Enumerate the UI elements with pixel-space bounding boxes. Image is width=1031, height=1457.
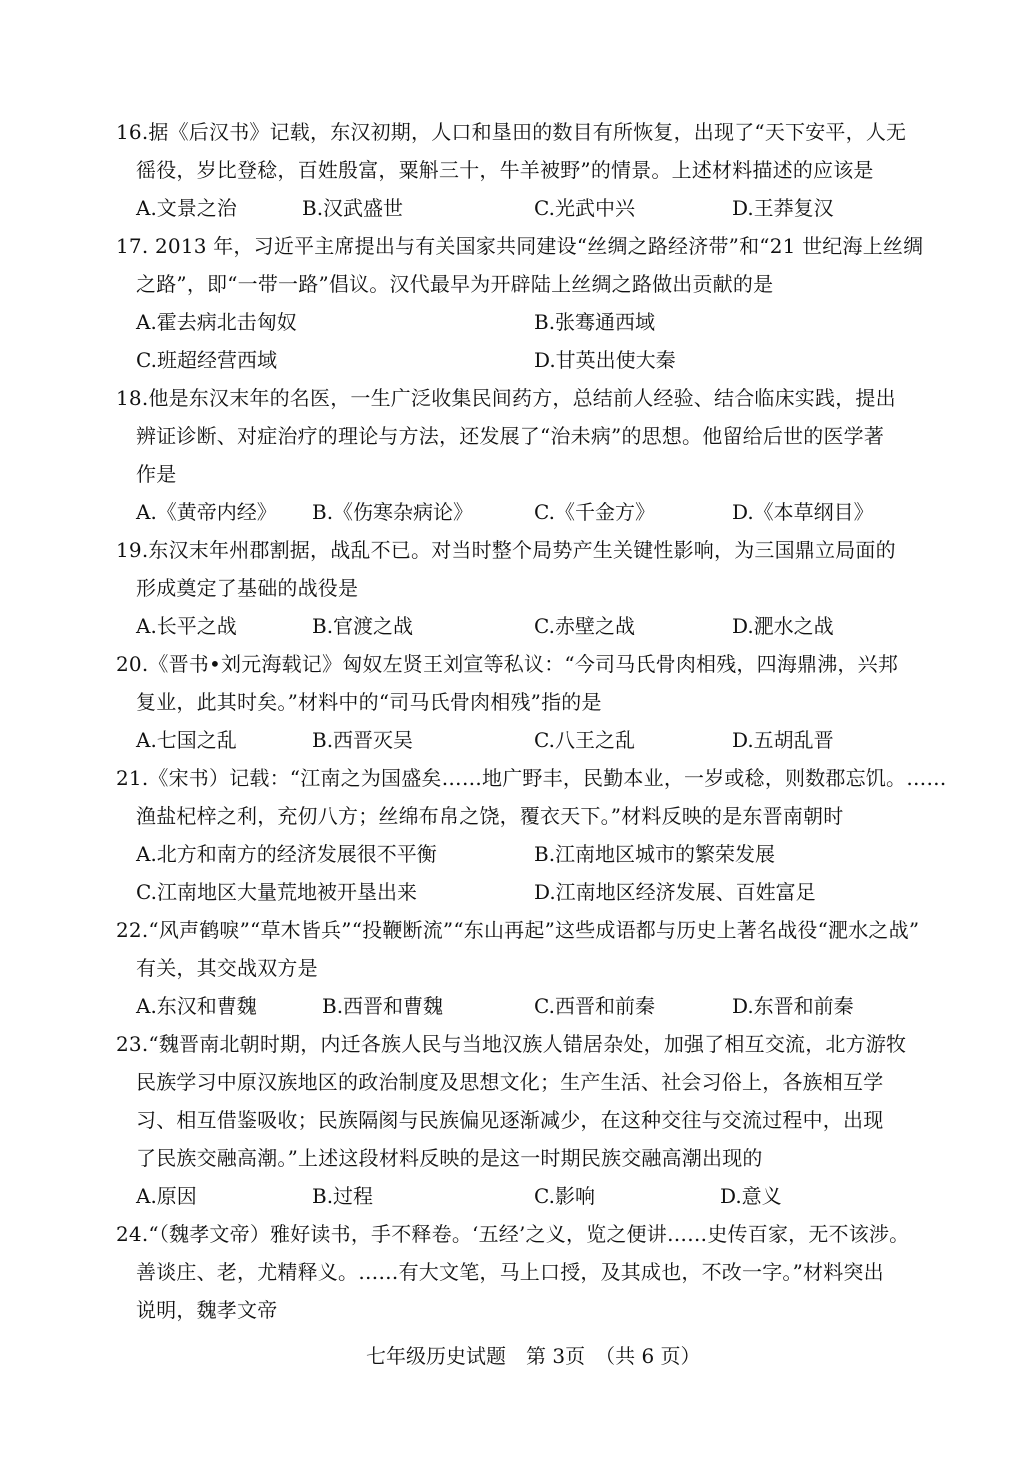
q16-option-a: A.文景之治 <box>136 196 237 220</box>
q23-option-a: A.原因 <box>136 1184 197 1208</box>
q23-line-3: 习、相互借鉴吸收；民族隔阂与民族偏见逐渐减少，在这种交往与交流过程中，出现 <box>136 1108 884 1132</box>
q23-line-4: 了民族交融高潮。”上述这段材料反映的是这一时期民族交融高潮出现的 <box>136 1146 763 1170</box>
q22-option-c: C.西晋和前秦 <box>534 994 655 1018</box>
q24-line-2: 善谈庄、老，尤精释义。……有大文笔，马上口授，及其成也，不改一字。”材料突出 <box>136 1260 884 1284</box>
q24-line-3: 说明，魏孝文帝 <box>136 1298 278 1322</box>
q20-option-c: C.八王之乱 <box>534 728 635 752</box>
q16-option-d: D.王莽复汉 <box>732 196 834 220</box>
q18-line-2: 辨证诊断、对症治疗的理论与方法，还发展了“治未病”的思想。他留给后世的医学著 <box>136 424 885 448</box>
q19-option-b: B.官渡之战 <box>312 614 414 638</box>
q17-option-d: D.甘英出使大秦 <box>534 348 676 372</box>
q21-option-b: B.江南地区城市的繁荣发展 <box>534 842 776 866</box>
q18-line-3: 作是 <box>136 462 177 486</box>
q21-option-a: A.北方和南方的经济发展很不平衡 <box>136 842 437 866</box>
page-footer: 七年级历史试题 第 3页 （共 6 页） <box>366 1344 701 1368</box>
q23-option-d: D.意义 <box>720 1184 782 1208</box>
q20-option-b: B.西晋灭吴 <box>312 728 414 752</box>
q16-line-1: 16.据《后汉书》记载，东汉初期，人口和垦田的数目有所恢复，出现了“天下安平，人无 <box>116 120 907 144</box>
q22-option-d: D.东晋和前秦 <box>732 994 854 1018</box>
q16-option-b: B.汉武盛世 <box>302 196 404 220</box>
q20-line-1: 20.《晋书•刘元海载记》匈奴左贤王刘宣等私议：“今司马氏骨肉相残，四海鼎沸，兴邦 <box>116 652 899 676</box>
q17-option-a: A.霍去病北击匈奴 <box>136 310 297 334</box>
q18-line-1: 18.他是东汉末年的名医，一生广泛收集民间药方，总结前人经验、结合临床实践，提出 <box>116 386 896 410</box>
q24-line-1: 24.“（魏孝文帝）雅好读书，手不释卷。‘五经’之义，览之便讲……史传百家，无不该涉。 <box>116 1222 910 1246</box>
q23-line-2: 民族学习中原汉族地区的政治制度及思想文化；生产生活、社会习俗上，各族相互学 <box>136 1070 884 1094</box>
q22-line-1: 22.“风声鹤唳”“草木皆兵”“投鞭断流”“东山再起”这些成语都与历史上著名战役“淝水之战” <box>116 918 920 942</box>
q16-option-c: C.光武中兴 <box>534 196 635 220</box>
q17-line-2: 之路”，即“一带一路”倡议。汉代最早为开辟陆上丝绸之路做出贡献的是 <box>136 272 774 296</box>
q22-option-a: A.东汉和曹魏 <box>136 994 257 1018</box>
q23-line-1: 23.“魏晋南北朝时期，内迁各族人民与当地汉族人错居杂处，加强了相互交流，北方游牧 <box>116 1032 907 1056</box>
q19-option-d: D.淝水之战 <box>732 614 834 638</box>
q18-option-b: B.《伤寒杂病论》 <box>312 500 474 524</box>
q21-line-2: 渔盐杞梓之利，充仞八方；丝绵布帛之饶，覆衣天下。”材料反映的是东晋南朝时 <box>136 804 844 828</box>
q19-option-a: A.长平之战 <box>136 614 237 638</box>
q17-option-b: B.张骞通西域 <box>534 310 656 334</box>
q17-line-1: 17. 2013 年，习近平主席提出与有关国家共同建设“丝绸之路经济带”和“21 世纪海上丝绸 <box>116 234 924 258</box>
q18-option-a: A.《黄帝内经》 <box>136 500 277 524</box>
q17-option-c: C.班超经营西域 <box>136 348 277 372</box>
q20-line-2: 复业，此其时矣。”材料中的“司马氏骨肉相残”指的是 <box>136 690 602 714</box>
q22-option-b: B.西晋和曹魏 <box>322 994 444 1018</box>
q21-option-d: D.江南地区经济发展、百姓富足 <box>534 880 816 904</box>
q23-option-c: C.影响 <box>534 1184 595 1208</box>
q21-option-c: C.江南地区大量荒地被开垦出来 <box>136 880 417 904</box>
q20-option-a: A.七国之乱 <box>136 728 237 752</box>
q19-line-1: 19.东汉末年州郡割据，战乱不已。对当时整个局势产生关键性影响，为三国鼎立局面的 <box>116 538 896 562</box>
q19-option-c: C.赤壁之战 <box>534 614 635 638</box>
q18-option-c: C.《千金方》 <box>534 500 655 524</box>
q16-line-2: 徭役，岁比登稔，百姓殷富，粟斛三十，牛羊被野”的情景。上述材料描述的应该是 <box>136 158 874 182</box>
q21-line-1: 21.《宋书）记载：“江南之为国盛矣……地广野丰，民勤本业，一岁或稔，则数郡忘饥。…… <box>116 766 947 790</box>
q18-option-d: D.《本草纲目》 <box>732 500 874 524</box>
q22-line-2: 有关，其交战双方是 <box>136 956 318 980</box>
q23-option-b: B.过程 <box>312 1184 374 1208</box>
q19-line-2: 形成奠定了基础的战役是 <box>136 576 359 600</box>
q20-option-d: D.五胡乱晋 <box>732 728 834 752</box>
